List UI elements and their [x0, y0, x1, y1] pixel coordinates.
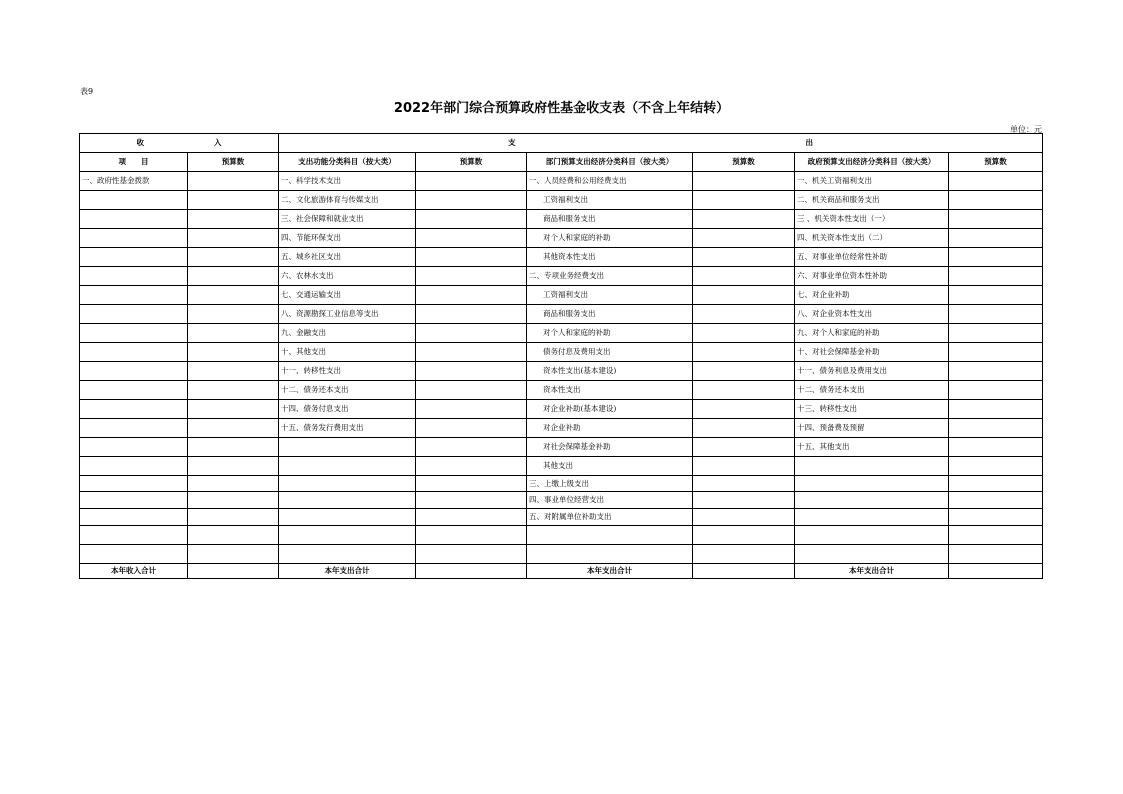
table-row [80, 492, 1043, 509]
gov-total-label: 本年支出合计 [795, 564, 949, 579]
func-class-cell: 二、文化旅游体育与传媒支出 [279, 191, 416, 210]
func-class-cell: 七、交通运输支出 [279, 286, 416, 305]
gov-budget-cell [949, 229, 1043, 248]
func-class-cell: 十五、债务发行费用支出 [279, 419, 416, 438]
dept-econ-cell: 对企业补助 [527, 419, 693, 438]
col-budget1-header: 预算数 [188, 153, 279, 172]
dept-budget-cell [693, 438, 795, 457]
dept-budget-cell [693, 400, 795, 419]
gov-total-value [949, 564, 1043, 579]
func-total-value [416, 564, 527, 579]
func-class-cell: 十一、转移性支出 [279, 362, 416, 381]
income-budget-cell [188, 324, 279, 343]
income-budget-cell [188, 305, 279, 324]
table-row [80, 545, 1043, 564]
income-budget-cell [188, 248, 279, 267]
table-row [80, 210, 1043, 229]
table-row [80, 381, 1043, 400]
income-item-cell [80, 286, 188, 305]
gov-econ-cell [795, 492, 949, 509]
income-item-cell [80, 191, 188, 210]
gov-econ-cell: 十三、转移性支出 [795, 400, 949, 419]
func-budget-cell [416, 172, 527, 191]
dept-econ-cell: 三、上缴上级支出 [527, 476, 693, 492]
gov-budget-cell [949, 438, 1043, 457]
table-row [80, 419, 1043, 438]
dept-econ-cell: 对个人和家庭的补助 [527, 324, 693, 343]
dept-total-label: 本年支出合计 [527, 564, 693, 579]
dept-budget-cell [693, 324, 795, 343]
gov-budget-cell [949, 381, 1043, 400]
income-item-cell [80, 248, 188, 267]
table-row [80, 400, 1043, 419]
func-budget-cell [416, 267, 527, 286]
gov-budget-cell [949, 545, 1043, 564]
func-total-label: 本年支出合计 [279, 564, 416, 579]
dept-budget-cell [693, 248, 795, 267]
dept-econ-cell [527, 526, 693, 545]
income-total-value [188, 564, 279, 579]
func-budget-cell [416, 526, 527, 545]
gov-econ-cell: 三 、机关资本性支出（一） [795, 210, 949, 229]
func-class-cell: 十二、债务还本支出 [279, 381, 416, 400]
gov-econ-cell: 十一、债务利息及费用支出 [795, 362, 949, 381]
dept-budget-cell [693, 381, 795, 400]
income-item-cell [80, 476, 188, 492]
dept-econ-cell: 五、对附属单位补助支出 [527, 509, 693, 526]
dept-budget-cell [693, 343, 795, 362]
income-item-cell [80, 526, 188, 545]
income-budget-cell [188, 438, 279, 457]
table-row [80, 267, 1043, 286]
func-budget-cell [416, 362, 527, 381]
func-class-cell: 一、科学技术支出 [279, 172, 416, 191]
gov-econ-cell: 一、机关工资福利支出 [795, 172, 949, 191]
income-budget-cell [188, 362, 279, 381]
func-class-cell: 十四、债务付息支出 [279, 400, 416, 419]
income-item-cell [80, 545, 188, 564]
table-row [80, 526, 1043, 545]
gov-budget-cell [949, 248, 1043, 267]
expense-header [279, 134, 1043, 153]
gov-econ-cell [795, 526, 949, 545]
income-item-cell [80, 492, 188, 509]
func-budget-cell [416, 476, 527, 492]
func-class-cell: 六、农林水支出 [279, 267, 416, 286]
dept-budget-cell [693, 210, 795, 229]
gov-econ-cell: 十四、预备费及预留 [795, 419, 949, 438]
unit-label: 单位：元 [1010, 125, 1042, 134]
gov-budget-cell [949, 492, 1043, 509]
dept-econ-cell [527, 545, 693, 564]
page-title: 2022年部门综合预算政府性基金收支表（不含上年结转） [393, 101, 730, 116]
func-budget-cell [416, 305, 527, 324]
func-class-cell [279, 476, 416, 492]
col-budget4-header: 预算数 [949, 153, 1043, 172]
dept-econ-cell: 资本性支出(基本建设) [527, 362, 693, 381]
dept-econ-cell: 商品和服务支出 [527, 210, 693, 229]
table-row [80, 509, 1043, 526]
gov-budget-cell [949, 305, 1043, 324]
dept-econ-cell: 对企业补助(基本建设) [527, 400, 693, 419]
func-budget-cell [416, 457, 527, 476]
income-item-cell [80, 362, 188, 381]
gov-budget-cell [949, 267, 1043, 286]
col-dept-econ-header: 部门预算支出经济分类科目（按大类） [527, 153, 693, 172]
func-budget-cell [416, 545, 527, 564]
table-row [80, 229, 1043, 248]
table-row [80, 324, 1043, 343]
func-class-cell [279, 438, 416, 457]
table-row [80, 476, 1043, 492]
dept-budget-cell [693, 191, 795, 210]
func-class-cell [279, 526, 416, 545]
gov-budget-cell [949, 172, 1043, 191]
income-budget-cell [188, 210, 279, 229]
income-budget-cell [188, 343, 279, 362]
func-class-cell: 十、其他支出 [279, 343, 416, 362]
func-class-cell: 四、节能环保支出 [279, 229, 416, 248]
func-class-cell [279, 492, 416, 509]
gov-econ-cell [795, 476, 949, 492]
func-budget-cell [416, 492, 527, 509]
dept-budget-cell [693, 545, 795, 564]
income-budget-cell [188, 526, 279, 545]
col-budget2-header: 预算数 [416, 153, 527, 172]
col-gov-econ-header: 政府预算支出经济分类科目（按大类） [795, 153, 949, 172]
income-item-cell [80, 267, 188, 286]
dept-econ-cell: 资本性支出 [527, 381, 693, 400]
income-budget-cell [188, 476, 279, 492]
dept-total-value [693, 564, 795, 579]
func-class-cell [279, 457, 416, 476]
dept-econ-cell: 二、专项业务经费支出 [527, 267, 693, 286]
gov-econ-cell: 十五、其他支出 [795, 438, 949, 457]
gov-econ-cell: 十二、债务还本支出 [795, 381, 949, 400]
func-class-cell [279, 545, 416, 564]
gov-budget-cell [949, 210, 1043, 229]
table-row [80, 286, 1043, 305]
gov-econ-cell: 五、对事业单位经常性补助 [795, 248, 949, 267]
dept-econ-cell: 对社会保障基金补助 [527, 438, 693, 457]
income-header-char-2: 入 [214, 138, 222, 148]
income-total-label: 本年收入合计 [80, 564, 188, 579]
gov-econ-cell: 十、对社会保障基金补助 [795, 343, 949, 362]
table-number: 表9 [80, 87, 94, 96]
income-budget-cell [188, 191, 279, 210]
dept-econ-cell: 工资福利支出 [527, 191, 693, 210]
func-budget-cell [416, 509, 527, 526]
func-budget-cell [416, 286, 527, 305]
func-budget-cell [416, 343, 527, 362]
gov-budget-cell [949, 362, 1043, 381]
gov-econ-cell [795, 457, 949, 476]
income-item-cell [80, 229, 188, 248]
dept-econ-cell: 一、人员经费和公用经费支出 [527, 172, 693, 191]
func-budget-cell [416, 191, 527, 210]
dept-budget-cell [693, 172, 795, 191]
income-budget-cell [188, 509, 279, 526]
gov-budget-cell [949, 324, 1043, 343]
income-header [80, 134, 279, 153]
dept-econ-cell: 其他资本性支出 [527, 248, 693, 267]
gov-budget-cell [949, 476, 1043, 492]
income-budget-cell [188, 286, 279, 305]
dept-econ-cell: 工资福利支出 [527, 286, 693, 305]
gov-econ-cell [795, 545, 949, 564]
income-budget-cell [188, 419, 279, 438]
gov-budget-cell [949, 526, 1043, 545]
dept-econ-cell: 商品和服务支出 [527, 305, 693, 324]
func-class-cell [279, 509, 416, 526]
gov-budget-cell [949, 191, 1043, 210]
income-budget-cell [188, 492, 279, 509]
gov-econ-cell: 八、对企业资本性支出 [795, 305, 949, 324]
func-class-cell: 九、金融支出 [279, 324, 416, 343]
dept-budget-cell [693, 229, 795, 248]
dept-budget-cell [693, 526, 795, 545]
func-budget-cell [416, 324, 527, 343]
gov-budget-cell [949, 286, 1043, 305]
func-budget-cell [416, 381, 527, 400]
dept-budget-cell [693, 286, 795, 305]
income-item-cell [80, 324, 188, 343]
income-budget-cell [188, 267, 279, 286]
gov-budget-cell [949, 419, 1043, 438]
dept-econ-cell: 四、事业单位经营支出 [527, 492, 693, 509]
expense-header-char-1: 支 [508, 138, 516, 148]
income-budget-cell [188, 457, 279, 476]
income-budget-cell [188, 400, 279, 419]
income-budget-cell [188, 172, 279, 191]
func-budget-cell [416, 438, 527, 457]
table-row [80, 457, 1043, 476]
header-row-1 [80, 134, 1043, 153]
gov-econ-cell: 四、机关资本性支出（二） [795, 229, 949, 248]
table-row [80, 248, 1043, 267]
dept-budget-cell [693, 509, 795, 526]
dept-budget-cell [693, 419, 795, 438]
income-budget-cell [188, 381, 279, 400]
func-class-cell: 五、城乡社区支出 [279, 248, 416, 267]
table-row [80, 305, 1043, 324]
gov-econ-cell: 二、机关商品和服务支出 [795, 191, 949, 210]
table-row [80, 362, 1043, 381]
totals-row [80, 564, 1043, 579]
dept-econ-cell: 其他支出 [527, 457, 693, 476]
income-item-cell [80, 210, 188, 229]
gov-budget-cell [949, 343, 1043, 362]
header-row-2 [80, 153, 1043, 172]
dept-econ-cell: 对个人和家庭的补助 [527, 229, 693, 248]
gov-econ-cell: 六、对事业单位资本性补助 [795, 267, 949, 286]
income-item-cell [80, 419, 188, 438]
income-header-char-1: 收 [136, 138, 144, 148]
gov-econ-cell: 九、对个人和家庭的补助 [795, 324, 949, 343]
table-row [80, 172, 1043, 191]
income-item-cell [80, 400, 188, 419]
dept-budget-cell [693, 305, 795, 324]
func-budget-cell [416, 210, 527, 229]
income-item-cell [80, 457, 188, 476]
gov-budget-cell [949, 509, 1043, 526]
dept-budget-cell [693, 362, 795, 381]
income-item-cell [80, 343, 188, 362]
func-budget-cell [416, 400, 527, 419]
table-row [80, 191, 1043, 210]
gov-budget-cell [949, 457, 1043, 476]
gov-econ-cell [795, 509, 949, 526]
expense-header-char-2: 出 [805, 138, 814, 148]
col-budget3-header: 预算数 [693, 153, 795, 172]
dept-budget-cell [693, 457, 795, 476]
col-func-class-header: 支出功能分类科目（按大类） [279, 153, 416, 172]
func-budget-cell [416, 248, 527, 267]
dept-budget-cell [693, 476, 795, 492]
income-item-cell: 一、政府性基金拨款 [80, 172, 188, 191]
income-item-cell [80, 381, 188, 400]
func-class-cell: 三、社会保障和就业支出 [279, 210, 416, 229]
func-budget-cell [416, 229, 527, 248]
income-item-cell [80, 438, 188, 457]
table-row [80, 343, 1043, 362]
income-budget-cell [188, 545, 279, 564]
income-budget-cell [188, 229, 279, 248]
income-item-cell [80, 509, 188, 526]
col-item-header: 项 目 [80, 153, 188, 172]
income-item-cell [80, 305, 188, 324]
table-row [80, 438, 1043, 457]
gov-budget-cell [949, 400, 1043, 419]
budget-table [79, 133, 1043, 579]
dept-econ-cell: 债务付息及费用支出 [527, 343, 693, 362]
gov-econ-cell: 七、对企业补助 [795, 286, 949, 305]
dept-budget-cell [693, 267, 795, 286]
dept-budget-cell [693, 492, 795, 509]
func-class-cell: 八、资源勘探工业信息等支出 [279, 305, 416, 324]
func-budget-cell [416, 419, 527, 438]
